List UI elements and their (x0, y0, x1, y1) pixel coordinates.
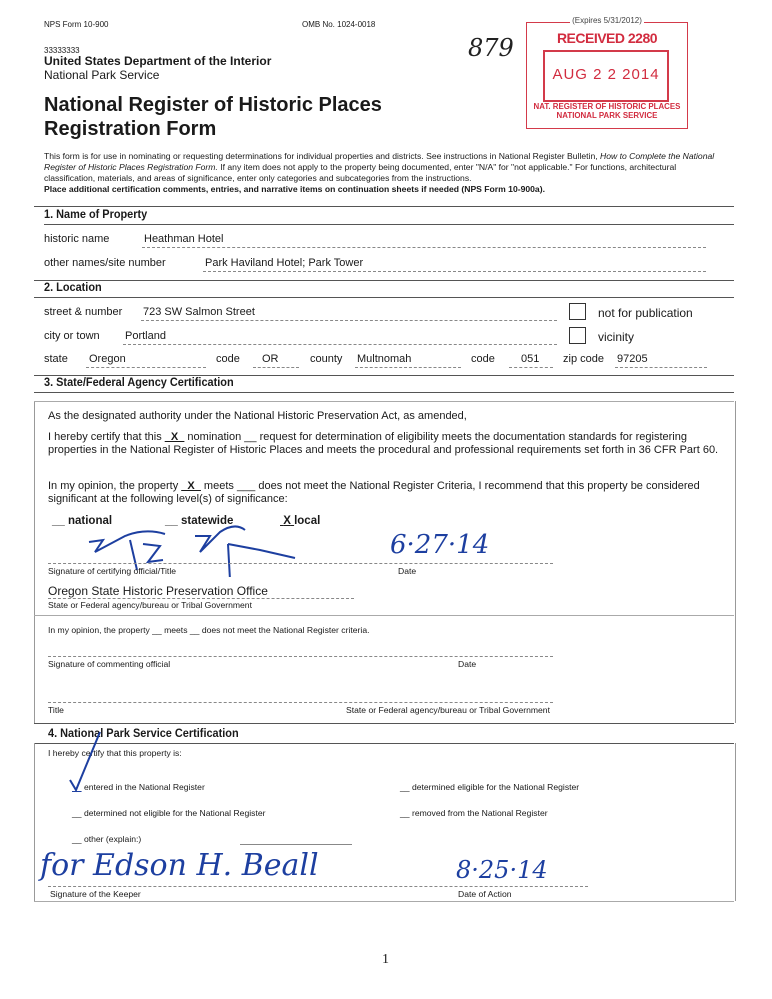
stamp-received: RECEIVED 2280 (556, 30, 658, 46)
state-label: state (44, 353, 68, 365)
other-names-label: other names/site number (44, 257, 166, 269)
street-label: street & number (44, 306, 123, 318)
street-field[interactable]: 723 SW Salmon Street (143, 306, 255, 318)
keeper-label: Signature of the Keeper (50, 889, 141, 899)
divider (44, 224, 734, 225)
date-label: Date (398, 566, 417, 576)
historic-name-label: historic name (44, 233, 110, 245)
agency-name: National Park Service (44, 68, 160, 82)
county-code-field[interactable]: 051 (521, 353, 540, 365)
county-field[interactable]: Multnomah (357, 353, 412, 365)
other-explain-field[interactable] (240, 844, 352, 845)
level-local: X local (283, 515, 321, 527)
state-code-field[interactable]: OR (262, 353, 279, 365)
certifying-date: 6·27·14 (390, 530, 490, 560)
received-stamp (526, 16, 688, 129)
meets-mark: _X_ (181, 480, 201, 492)
certify-statement: I hereby certify that this _X_ nomination __ request for determination of eligibility meets the documentation standards for registering properties in the National Register of Historic Places and meets the procedural and professional requirements set forth in 36 CFR Part 60. (48, 431, 719, 456)
historic-name-field[interactable]: Heathman Hotel (144, 233, 224, 245)
comment-opinion: In my opinion, the property __ meets __ does not meet the National Register criteria. (48, 625, 370, 635)
vicinity-checkbox[interactable] (569, 327, 586, 344)
handwritten-number: 879 (468, 34, 514, 62)
section-3-heading: 3. State/Federal Agency Certification (44, 377, 234, 389)
section-4-heading: 4. National Park Service Certification (48, 728, 239, 740)
section-2-heading: 2. Location (44, 282, 102, 294)
county-code-label: code (471, 353, 495, 365)
state-code-label: code (216, 353, 240, 365)
zip-field[interactable]: 97205 (617, 353, 648, 365)
city-field[interactable]: Portland (125, 330, 166, 342)
expiration-date: (Expires 5/31/2012) (572, 16, 642, 25)
agency-label: State or Federal agency/bureau or Tribal Government (346, 705, 550, 715)
omb-number: OMB No. 1024-0018 (302, 20, 376, 29)
state-field[interactable]: Oregon (89, 353, 126, 365)
vicinity-label: vicinity (598, 330, 635, 344)
option-determined-eligible[interactable]: __ determined eligible for the National Register (400, 782, 580, 792)
option-entered-label: entered in the National Register (83, 782, 205, 792)
not-for-publication-checkbox[interactable] (569, 303, 586, 320)
commenting-date-label: Date (458, 659, 477, 669)
signature-label: Signature of certifying official/Title (48, 566, 177, 576)
not-for-publication-label: not for publication (598, 306, 693, 320)
option-entered[interactable] (72, 782, 205, 792)
divider (34, 206, 734, 207)
section-1-heading: 1. Name of Property (44, 209, 148, 221)
nomination-mark: _X_ (164, 431, 185, 443)
option-removed[interactable]: __ removed from the National Register (400, 808, 548, 818)
county-label: county (310, 353, 343, 365)
title-label: Title (48, 705, 64, 715)
title-line-1: National Register of Historic Places (44, 94, 382, 116)
zip-label: zip code (563, 353, 604, 365)
level-national: __ national (52, 515, 113, 527)
reference-number: 33333333 (44, 46, 80, 55)
opinion-statement: In my opinion, the property _X_ meets ___ does not meet the National Register Criteria, I recommend that this property be considered significant at the following level(s) of significance: (48, 480, 700, 505)
city-label: city or town (44, 330, 100, 342)
certifying-office: Oregon State Historic Preservation Office (48, 584, 268, 598)
form-number: NPS Form 10-900 (44, 20, 109, 29)
title-line-2: Registration Form (44, 118, 217, 140)
other-names-field[interactable]: Park Haviland Hotel; Park Tower (205, 257, 364, 269)
instructions-paragraph: This form is for use in nominating or requesting determinations for individual properties and districts. See instructions in National Register Bulletin, How to Complete the National Register of Historic Places Registration Form. If any item does not apply to the property being documented, enter "N/A" for "not applicable." For functions, architectural classification, materials, and areas of significance, enter only categories and subcategories from the instructions. Place additional certification comments, entries, and narrative items on continuation sheets if needed (NPS Form 10-900a). (44, 151, 715, 194)
office-label: State or Federal agency/bureau or Tribal Government (48, 600, 252, 610)
authority-statement: As the designated authority under the National Historic Preservation Act, as amended, (48, 410, 467, 422)
option-not-eligible[interactable]: __ determined not eligible for the National Register (72, 808, 266, 818)
action-date-label: Date of Action (458, 889, 512, 899)
instructions-bold: Place additional certification comments, entries, and narrative items on continuation sheets if needed (NPS Form 10-900a). (44, 184, 545, 194)
option-other[interactable]: __ other (explain:) (72, 834, 142, 844)
action-date: 8·25·14 (456, 856, 548, 884)
page-number: 1 (382, 952, 389, 967)
commenting-signature-label: Signature of commenting official (48, 659, 171, 669)
department-name: United States Department of the Interior (44, 54, 272, 68)
stamp-agency: NAT. REGISTER OF HISTORIC PLACES NATIONAL PARK SERVICE (533, 101, 681, 120)
page-title (44, 93, 382, 141)
level-statewide: __ statewide (165, 515, 234, 527)
stamp-date-box (543, 50, 669, 102)
keeper-signature: for Edson H. Beall (40, 848, 319, 883)
nps-certify-intro: I hereby certify that this property is: (48, 748, 182, 758)
stamp-date: AUG 2 2 2014 (552, 66, 660, 83)
